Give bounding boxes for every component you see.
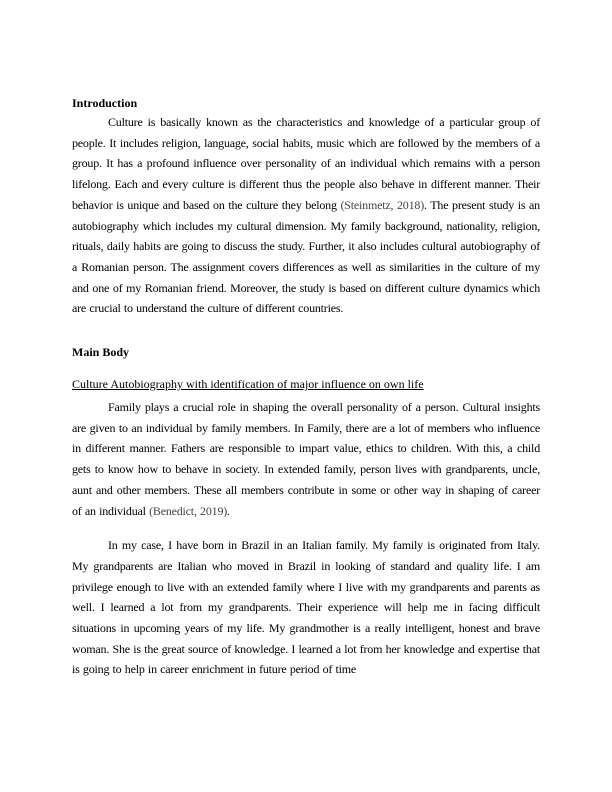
introduction-text-part2: . The present study is an autobiography which includes my cultural dimension. My family background, nationality, religion, rituals, daily habits are going to discuss the study. Further, it also includes cultural autobiography of a Romanian person. The assignment covers differences as well as similarities in the culture of my and one of my Romanian friend. Moreover, the study is based on different culture dynamics which are crucial to understand the culture of different countries. bbox=[72, 197, 540, 316]
personal-paragraph: In my case, I have born in Brazil in an Italian family. My family is originated from Italy. My grandparents are Italian who moved in Brazil in looking of standard and quality life. I am privilege enough to live with an extended family where I live with my grandparents and parents as well. I learned a lot from my grandparents. Their experience will help me in facing difficult situations in upcoming years of my life. My grandmother is a really intelligent, honest and brave woman. She is the great source of knowledge. I learned a lot from her knowledge and expertise that is going to help in career enrichment in future period of time bbox=[72, 538, 540, 677]
introduction-paragraph bbox=[72, 112, 540, 319]
document-body bbox=[72, 94, 540, 680]
main-body-heading: Main Body bbox=[72, 345, 130, 360]
subheading-gap bbox=[72, 361, 540, 375]
family-paragraph bbox=[72, 397, 540, 521]
citation-benedict: (Benedict, 2019) bbox=[149, 503, 228, 518]
family-text-end: . bbox=[227, 503, 230, 518]
culture-autobiography-subheading: Culture Autobiography with identification of major influence on own life bbox=[72, 377, 424, 392]
family-text: Family plays a crucial role in shaping the overall personality of a person. Cultural insights are given to an individual by family members. In Family, there are a lot of members who influence in different manner. Fathers are responsible to impart value, ethics to children. With this, a child gets to know how to behave in society. In extended family, person lives with grandparents, uncle, aunt and other members. These all members contribute in some or other way in shaping of career of an individual bbox=[72, 400, 540, 518]
section-gap bbox=[72, 319, 540, 343]
paragraph-gap bbox=[72, 521, 540, 535]
introduction-text-part1: Culture is basically known as the characteristics and knowledge of a particular group of people. It includes religion, language, social habits, music which are followed by the members of a group. It has a profound influence over personality of an individual which remains with a person lifelong. Each and every culture is different thus the people also behave in different manner. Their behavior is unique and based on the culture they belong bbox=[72, 115, 540, 212]
introduction-heading: Introduction bbox=[72, 96, 138, 110]
citation-steinmetz: (Steinmetz, 2018) bbox=[340, 197, 424, 212]
